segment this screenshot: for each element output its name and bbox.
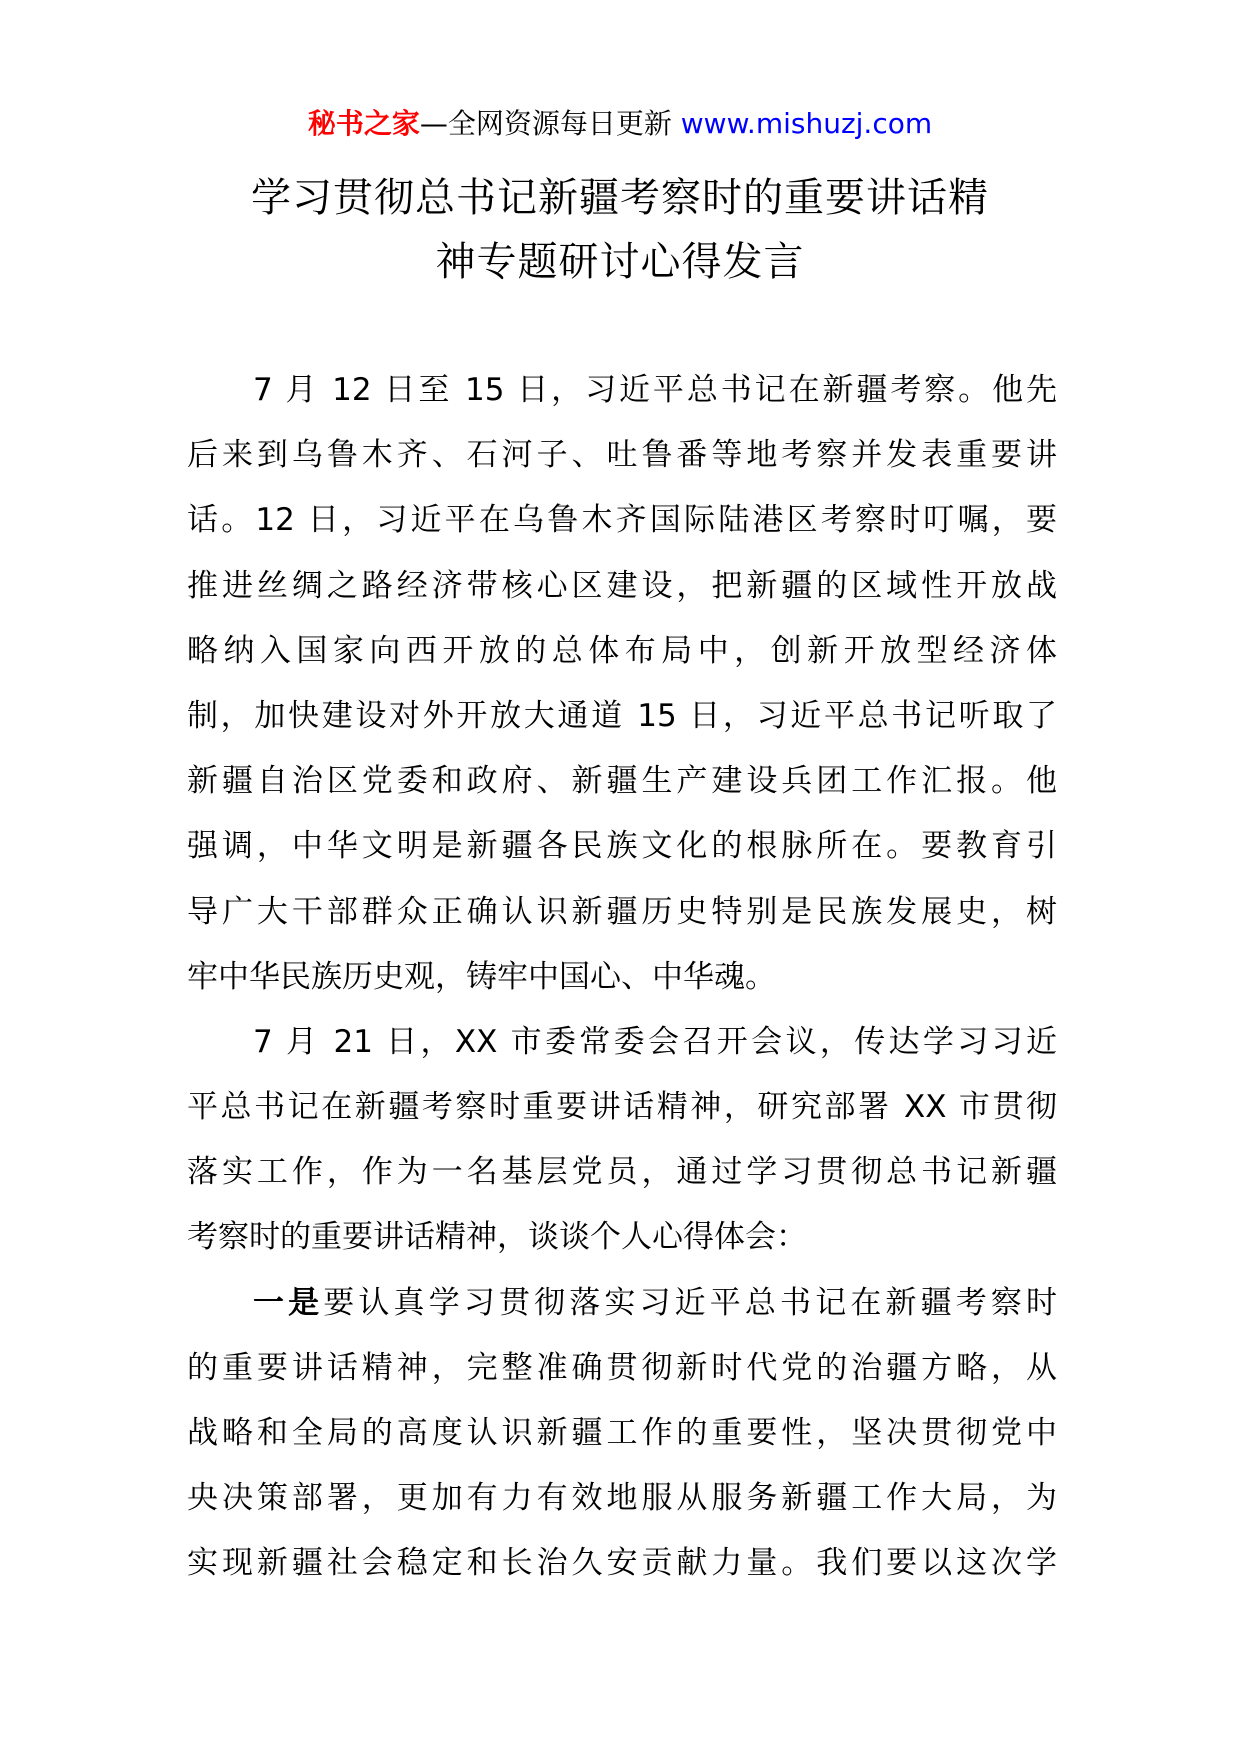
body-line: 牢中华民族历史观，铸牢中国心、中华魂。 bbox=[187, 958, 776, 995]
body-line: 7 月 21 日，XX 市委常委会召开会议，传达学习习近 bbox=[253, 1023, 1057, 1060]
body-line bbox=[187, 1271, 1057, 1336]
title-line-1: 学习贯彻总书记新疆考察时的重要讲话精 bbox=[251, 175, 989, 221]
body-line: 话。12 日，习近平在乌鲁木齐国际陆港区考察时叮嘱，要 bbox=[187, 502, 1057, 539]
document-title bbox=[190, 166, 1050, 294]
body-line: 推进丝绸之路经济带核心区建设，把新疆的区域性开放战 bbox=[187, 567, 1057, 604]
body-line: 考察时的重要讲话精神，谈谈个人心得体会： bbox=[187, 1219, 807, 1256]
body-line: 7 月 12 日至 15 日，习近平总书记在新疆考察。他先 bbox=[253, 372, 1057, 408]
body-line: 导广大干部群众正确认识新疆历史特别是民族发展史，树 bbox=[187, 893, 1057, 930]
body-line: 强调，中华文明是新疆各民族文化的根脉所在。要教育引 bbox=[187, 828, 1057, 865]
site-slogan: —全网资源每日更新 bbox=[419, 107, 681, 140]
document-body bbox=[187, 358, 1057, 1597]
point-label: 一是 bbox=[253, 1284, 324, 1321]
body-line: 实现新疆社会稳定和长治久安贡献力量。我们要以这次学 bbox=[187, 1545, 1057, 1582]
body-line: 略纳入国家向西开放的总体布局中，创新开放型经济体 bbox=[187, 632, 1057, 669]
body-line: 央决策部署，更加有力有效地服从服务新疆工作大局，为 bbox=[187, 1480, 1057, 1517]
body-line: 的重要讲话精神，完整准确贯彻新时代党的治疆方略，从 bbox=[187, 1349, 1057, 1386]
site-header bbox=[0, 104, 1240, 144]
body-line: 后来到乌鲁木齐、石河子、吐鲁番等地考察并发表重要讲 bbox=[187, 437, 1057, 474]
body-line: 战略和全局的高度认识新疆工作的重要性，坚决贯彻党中 bbox=[187, 1415, 1057, 1451]
title-line-2: 神专题研讨心得发言 bbox=[435, 239, 805, 285]
body-line-text: 要认真学习贯彻落实习近平总书记在新疆考察时 bbox=[323, 1284, 1058, 1321]
body-line: 新疆自治区党委和政府、新疆生产建设兵团工作汇报。他 bbox=[187, 763, 1057, 800]
site-brand: 秘书之家 bbox=[307, 107, 420, 140]
body-line: 落实工作，作为一名基层党员，通过学习贯彻总书记新疆 bbox=[187, 1154, 1057, 1191]
site-url[interactable]: www.mishuzj.com bbox=[680, 107, 933, 140]
body-line: 平总书记在新疆考察时重要讲话精神，研究部署 XX 市贯彻 bbox=[187, 1089, 1057, 1126]
body-line: 制，加快建设对外开放大通道 15 日，习近平总书记听取了 bbox=[187, 697, 1057, 734]
